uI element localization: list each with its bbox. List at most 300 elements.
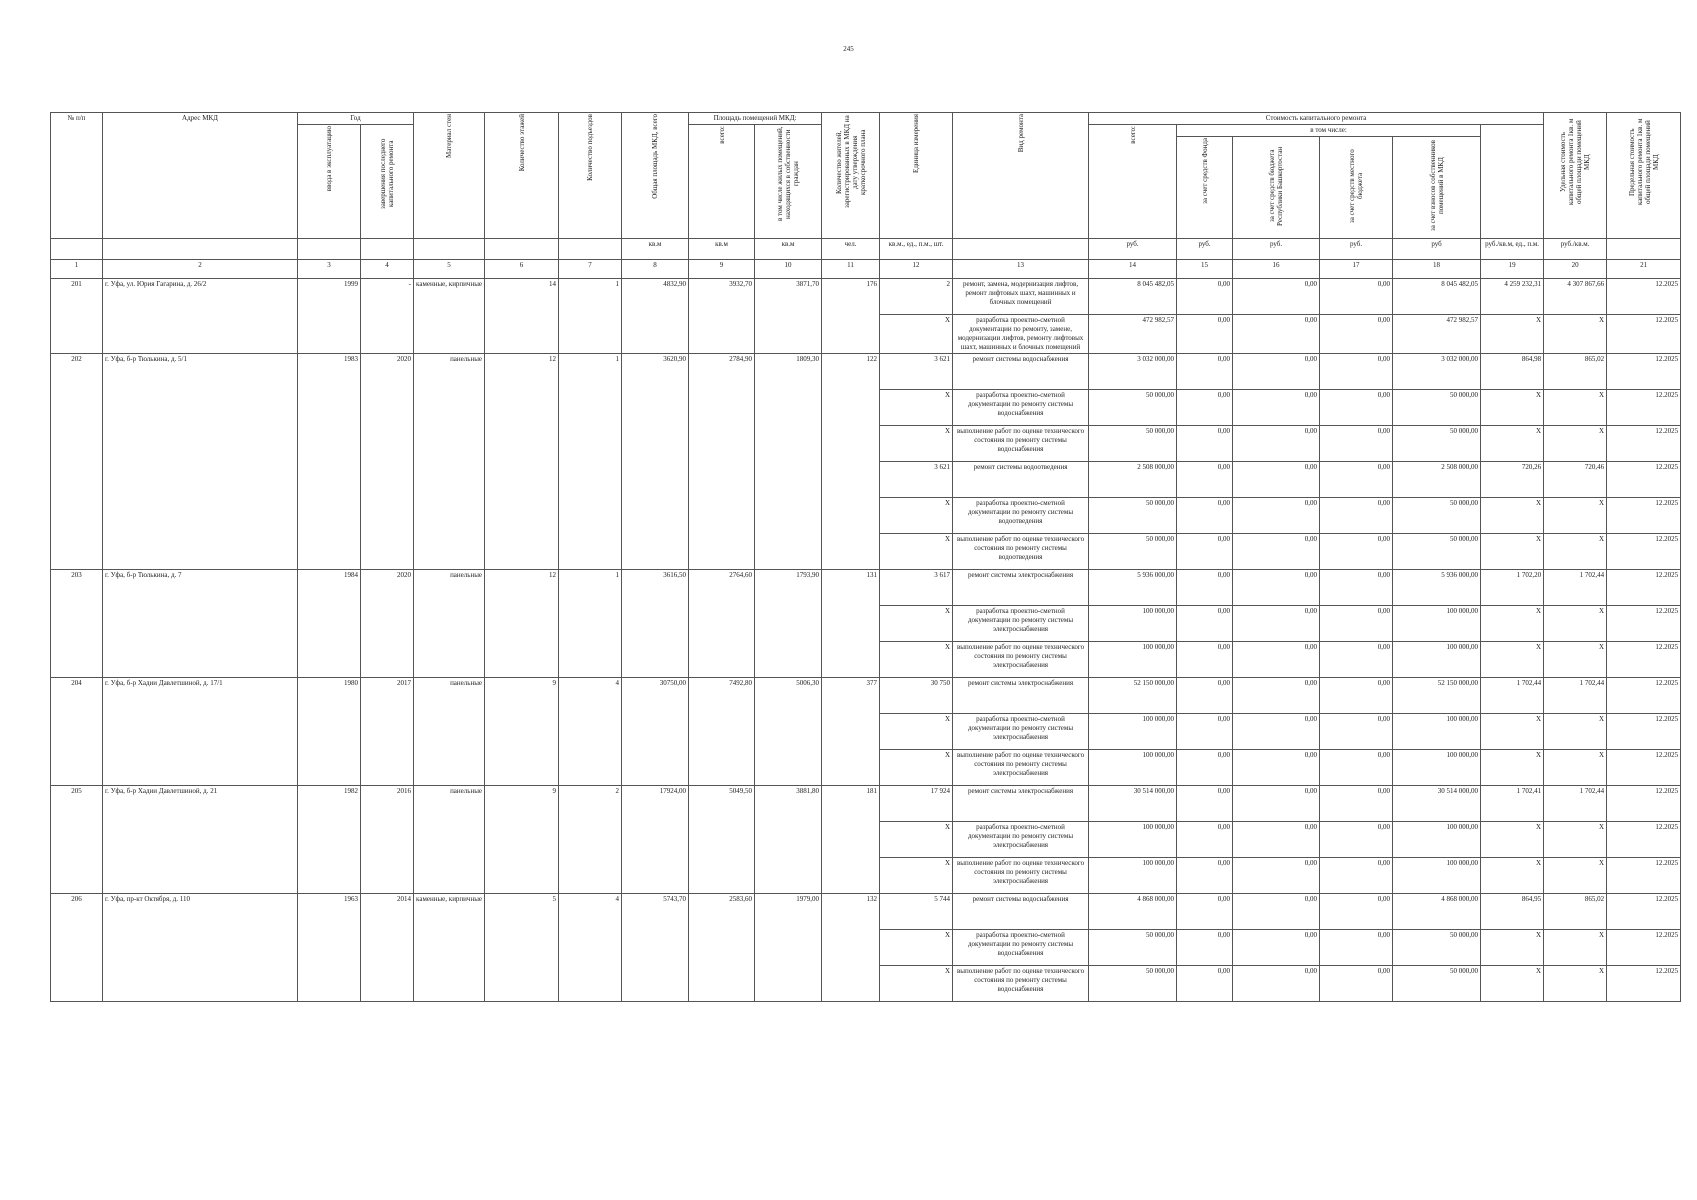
unit-cost-owners: руб (1393, 239, 1481, 260)
floors-count: 12 (485, 354, 559, 570)
residents-count: 131 (822, 570, 880, 678)
cost-republic: 0,00 (1233, 750, 1320, 786)
max-cost: 4 307 867,66 (1544, 279, 1607, 315)
cost-total: 50 000,00 (1089, 966, 1177, 1002)
colnum: 3 (298, 260, 361, 279)
planned-date: 12.2025 (1607, 642, 1681, 678)
cost-fund: 0,00 (1177, 606, 1233, 642)
unit-max: руб./кв.м. (1544, 239, 1607, 260)
total-area: 4832,90 (622, 279, 689, 354)
colnum: 16 (1233, 260, 1320, 279)
cost-total: 472 982,57 (1089, 315, 1177, 354)
total-area: 5743,70 (622, 894, 689, 1002)
max-cost: X (1544, 426, 1607, 462)
cost-fund: 0,00 (1177, 786, 1233, 822)
table-row (51, 570, 1681, 606)
cost-republic: 0,00 (1233, 678, 1320, 714)
unit-residential: кв.м (755, 239, 822, 260)
colnum: 6 (485, 260, 559, 279)
max-cost: X (1544, 966, 1607, 1002)
cost-owners: 100 000,00 (1393, 822, 1481, 858)
hdr-cost-owners: за счет взносов собственников помещений в МКД (1393, 137, 1481, 239)
year-last-repair: 2020 (361, 570, 414, 678)
hdr-max-cost: Предельная стоимость капитального ремонта 1кв. м общей площади помещений МКД (1607, 113, 1681, 239)
planned-date: 12.2025 (1607, 786, 1681, 822)
work-unit: X (880, 714, 953, 750)
specific-cost: X (1481, 714, 1544, 750)
planned-date: 12.2025 (1607, 534, 1681, 570)
planned-date: 12.2025 (1607, 966, 1681, 1002)
unit-area: кв.м (622, 239, 689, 260)
cost-republic: 0,00 (1233, 714, 1320, 750)
building-address: г. Уфа, ул. Юрия Гагарина, д. 26/2 (103, 279, 298, 354)
cost-republic: 0,00 (1233, 930, 1320, 966)
floors-count: 14 (485, 279, 559, 354)
year-commission: 1984 (298, 570, 361, 678)
specific-cost: 864,98 (1481, 354, 1544, 390)
residents-count: 132 (822, 894, 880, 1002)
cost-local: 0,00 (1320, 858, 1393, 894)
cost-owners: 100 000,00 (1393, 714, 1481, 750)
cost-local: 0,00 (1320, 498, 1393, 534)
work-unit: 5 744 (880, 894, 953, 930)
specific-cost: 864,95 (1481, 894, 1544, 930)
unit-cost-republic: руб. (1233, 239, 1320, 260)
premises-area: 2764,60 (689, 570, 755, 678)
residential-area: 1809,30 (755, 354, 822, 570)
hdr-work-type: Вид ремонта (953, 113, 1089, 239)
planned-date: 12.2025 (1607, 354, 1681, 390)
hdr-year-last-repair: завершения последнего капитального ремонта (361, 125, 414, 239)
planned-date: 12.2025 (1607, 315, 1681, 354)
floors-count: 9 (485, 678, 559, 786)
year-last-repair: 2017 (361, 678, 414, 786)
cost-total: 100 000,00 (1089, 750, 1177, 786)
planned-date: 12.2025 (1607, 462, 1681, 498)
floors-count: 9 (485, 786, 559, 894)
residential-area: 3871,70 (755, 279, 822, 354)
work-type: разработка проектно-сметной документации по ремонту системы водоснабжения (953, 390, 1089, 426)
floors-count: 12 (485, 570, 559, 678)
cost-local: 0,00 (1320, 786, 1393, 822)
work-unit: X (880, 966, 953, 1002)
building-address: г. Уфа, б-р Хадии Давлетшиной, д. 17/1 (103, 678, 298, 786)
cost-total: 100 000,00 (1089, 858, 1177, 894)
entrances-count: 4 (559, 894, 622, 1002)
work-unit: X (880, 822, 953, 858)
wall-material: панельные (414, 354, 485, 570)
colnum: 2 (103, 260, 298, 279)
work-type: ремонт системы электроснабжения (953, 678, 1089, 714)
cost-owners: 5 936 000,00 (1393, 570, 1481, 606)
cost-total: 50 000,00 (1089, 930, 1177, 966)
cost-local: 0,00 (1320, 642, 1393, 678)
cost-republic: 0,00 (1233, 642, 1320, 678)
cost-republic: 0,00 (1233, 390, 1320, 426)
cost-total: 2 508 000,00 (1089, 462, 1177, 498)
hdr-address: Адрес МКД (103, 113, 298, 239)
cost-total: 100 000,00 (1089, 642, 1177, 678)
work-unit: 30 750 (880, 678, 953, 714)
cost-total: 52 150 000,00 (1089, 678, 1177, 714)
cost-fund: 0,00 (1177, 714, 1233, 750)
unit-cost-fund: руб. (1177, 239, 1233, 260)
hdr-cost-total: всего: (1089, 125, 1177, 239)
planned-date: 12.2025 (1607, 279, 1681, 315)
cost-fund: 0,00 (1177, 570, 1233, 606)
unit-residents: чел. (822, 239, 880, 260)
plan-grid (50, 112, 1681, 1002)
colnum: 8 (622, 260, 689, 279)
cost-owners: 4 868 000,00 (1393, 894, 1481, 930)
work-type: разработка проектно-сметной документации по ремонту системы водоснабжения (953, 930, 1089, 966)
colnum: 11 (822, 260, 880, 279)
wall-material: панельные (414, 786, 485, 894)
cost-local: 0,00 (1320, 714, 1393, 750)
work-type: выполнение работ по оценке технического состояния по ремонту системы электроснабжения (953, 750, 1089, 786)
hdr-floors: Количество этажей (485, 113, 559, 239)
cost-republic: 0,00 (1233, 498, 1320, 534)
cost-owners: 8 045 482,05 (1393, 279, 1481, 315)
work-unit: X (880, 858, 953, 894)
cost-fund: 0,00 (1177, 498, 1233, 534)
work-type: выполнение работ по оценке технического состояния по ремонту системы водоснабжения (953, 426, 1089, 462)
specific-cost: 1 702,20 (1481, 570, 1544, 606)
building-address: г. Уфа, б-р Тюлькина, д. 5/1 (103, 354, 298, 570)
wall-material: каменные, кирпичные (414, 894, 485, 1002)
max-cost: 720,46 (1544, 462, 1607, 498)
hdr-unit: Единица измерения (880, 113, 953, 239)
cost-republic: 0,00 (1233, 315, 1320, 354)
residential-area: 1793,90 (755, 570, 822, 678)
cost-local: 0,00 (1320, 894, 1393, 930)
specific-cost: X (1481, 858, 1544, 894)
hdr-cost-group: Стоимость капитального ремонта (1089, 113, 1544, 125)
total-area: 3620,90 (622, 354, 689, 570)
cost-owners: 50 000,00 (1393, 534, 1481, 570)
year-commission: 1982 (298, 786, 361, 894)
cost-republic: 0,00 (1233, 606, 1320, 642)
work-type: ремонт системы водоотведения (953, 462, 1089, 498)
cost-republic: 0,00 (1233, 426, 1320, 462)
colnum: 14 (1089, 260, 1177, 279)
year-commission: 1980 (298, 678, 361, 786)
cost-total: 8 045 482,05 (1089, 279, 1177, 315)
work-type: выполнение работ по оценке технического состояния по ремонту системы электроснабжения (953, 858, 1089, 894)
cost-fund: 0,00 (1177, 930, 1233, 966)
year-last-repair: 2016 (361, 786, 414, 894)
cost-owners: 50 000,00 (1393, 390, 1481, 426)
max-cost: X (1544, 606, 1607, 642)
cost-total: 100 000,00 (1089, 714, 1177, 750)
max-cost: X (1544, 642, 1607, 678)
cost-total: 50 000,00 (1089, 498, 1177, 534)
unit-measure: кв.м., ед., п.м., шт. (880, 239, 953, 260)
cost-fund: 0,00 (1177, 858, 1233, 894)
premises-area: 7492,80 (689, 678, 755, 786)
cost-republic: 0,00 (1233, 966, 1320, 1002)
cost-owners: 50 000,00 (1393, 966, 1481, 1002)
residential-area: 5006,30 (755, 678, 822, 786)
hdr-residents: Количество жителей, зарегистрированных в МКД на дату утверждения краткосрочного плана (822, 113, 880, 239)
max-cost: X (1544, 930, 1607, 966)
max-cost: X (1544, 750, 1607, 786)
hdr-material: Материал стен (414, 113, 485, 239)
colnum: 13 (953, 260, 1089, 279)
unit-cost-local: руб. (1320, 239, 1393, 260)
work-unit: X (880, 534, 953, 570)
premises-area: 2583,60 (689, 894, 755, 1002)
colnum: 4 (361, 260, 414, 279)
hdr-specific-cost: Удельная стоимость капитального ремонта 1кв. м общей площади помещений МКД (1544, 113, 1607, 239)
cost-fund: 0,00 (1177, 390, 1233, 426)
residents-count: 377 (822, 678, 880, 786)
specific-cost: 1 702,41 (1481, 786, 1544, 822)
work-unit: X (880, 426, 953, 462)
total-area: 17924,00 (622, 786, 689, 894)
building-number: 203 (51, 570, 103, 678)
building-number: 205 (51, 786, 103, 894)
total-area: 3616,50 (622, 570, 689, 678)
planned-date: 12.2025 (1607, 426, 1681, 462)
hdr-including: в том числе: (1177, 125, 1481, 137)
year-last-repair: 2014 (361, 894, 414, 1002)
specific-cost: X (1481, 750, 1544, 786)
specific-cost: 720,26 (1481, 462, 1544, 498)
table-row (51, 894, 1681, 930)
building-number: 206 (51, 894, 103, 1002)
colnum: 20 (1544, 260, 1607, 279)
hdr-year-commission: ввода в эксплуатацию (298, 125, 361, 239)
cost-fund: 0,00 (1177, 462, 1233, 498)
max-cost: X (1544, 822, 1607, 858)
work-type: разработка проектно-сметной документации по ремонту, замене, модернизации лифтов, ремонту лифтовых шахт, машинных и блочных помещений (953, 315, 1089, 354)
table-row (51, 279, 1681, 315)
wall-material: панельные (414, 570, 485, 678)
planned-date: 12.2025 (1607, 570, 1681, 606)
cost-local: 0,00 (1320, 534, 1393, 570)
max-cost: 1 702,44 (1544, 570, 1607, 606)
entrances-count: 1 (559, 354, 622, 570)
year-commission: 1999 (298, 279, 361, 354)
table-row (51, 354, 1681, 390)
premises-area: 2784,90 (689, 354, 755, 570)
work-type: ремонт системы электроснабжения (953, 570, 1089, 606)
colnum: 21 (1607, 260, 1681, 279)
unit-specific: руб./кв.м, ед., п.м. (1481, 239, 1544, 260)
specific-cost: 1 702,44 (1481, 678, 1544, 714)
colnum: 9 (689, 260, 755, 279)
planned-date: 12.2025 (1607, 678, 1681, 714)
cost-local: 0,00 (1320, 570, 1393, 606)
max-cost: 865,02 (1544, 894, 1607, 930)
residents-count: 181 (822, 786, 880, 894)
cost-owners: 30 514 000,00 (1393, 786, 1481, 822)
residential-area: 3881,80 (755, 786, 822, 894)
cost-fund: 0,00 (1177, 354, 1233, 390)
colnum: 7 (559, 260, 622, 279)
entrances-count: 2 (559, 786, 622, 894)
hdr-year-group: Год (298, 113, 414, 125)
cost-fund: 0,00 (1177, 315, 1233, 354)
unit-cost-total: руб. (1089, 239, 1177, 260)
table-body (51, 279, 1681, 1002)
work-unit: X (880, 642, 953, 678)
cost-republic: 0,00 (1233, 462, 1320, 498)
cost-local: 0,00 (1320, 462, 1393, 498)
cost-fund: 0,00 (1177, 894, 1233, 930)
cost-local: 0,00 (1320, 354, 1393, 390)
cost-owners: 100 000,00 (1393, 606, 1481, 642)
cost-fund: 0,00 (1177, 642, 1233, 678)
planned-date: 12.2025 (1607, 894, 1681, 930)
hdr-premises-group: Площадь помещений МКД: (689, 113, 822, 125)
specific-cost: X (1481, 966, 1544, 1002)
work-type: разработка проектно-сметной документации по ремонту системы электроснабжения (953, 822, 1089, 858)
planned-date: 12.2025 (1607, 606, 1681, 642)
table-row (51, 678, 1681, 714)
hdr-premises-residential: в том числе жилых помещений, находящихся в собственности граждан (755, 125, 822, 239)
cost-owners: 50 000,00 (1393, 426, 1481, 462)
max-cost: X (1544, 315, 1607, 354)
year-last-repair: - (361, 279, 414, 354)
cost-local: 0,00 (1320, 750, 1393, 786)
cost-total: 30 514 000,00 (1089, 786, 1177, 822)
year-commission: 1963 (298, 894, 361, 1002)
units-row (51, 239, 1681, 260)
planned-date: 12.2025 (1607, 822, 1681, 858)
cost-local: 0,00 (1320, 966, 1393, 1002)
floors-count: 5 (485, 894, 559, 1002)
hdr-entrances: Количество подъездов (559, 113, 622, 239)
max-cost: 1 702,44 (1544, 786, 1607, 822)
planned-date: 12.2025 (1607, 750, 1681, 786)
max-cost: 865,02 (1544, 354, 1607, 390)
cost-owners: 100 000,00 (1393, 858, 1481, 894)
cost-local: 0,00 (1320, 390, 1393, 426)
cost-total: 4 868 000,00 (1089, 894, 1177, 930)
cost-fund: 0,00 (1177, 750, 1233, 786)
specific-cost: 4 259 232,31 (1481, 279, 1544, 315)
premises-area: 3932,70 (689, 279, 755, 354)
cost-fund: 0,00 (1177, 822, 1233, 858)
colnum: 18 (1393, 260, 1481, 279)
column-numbers-row (51, 260, 1681, 279)
hdr-num: № п/п (51, 113, 103, 239)
work-unit: 3 621 (880, 462, 953, 498)
work-type: ремонт системы водоснабжения (953, 894, 1089, 930)
cost-republic: 0,00 (1233, 570, 1320, 606)
colnum: 17 (1320, 260, 1393, 279)
building-address: г. Уфа, б-р Тюлькина, д. 7 (103, 570, 298, 678)
work-type: разработка проектно-сметной документации по ремонту системы водоотведения (953, 498, 1089, 534)
hdr-cost-fund: за счет средств Фонда (1177, 137, 1233, 239)
page-number: 245 (843, 45, 854, 53)
work-type: выполнение работ по оценке технического состояния по ремонту системы водоснабжения (953, 966, 1089, 1002)
work-unit: X (880, 498, 953, 534)
cost-owners: 2 508 000,00 (1393, 462, 1481, 498)
cost-local: 0,00 (1320, 315, 1393, 354)
cost-owners: 52 150 000,00 (1393, 678, 1481, 714)
work-unit: 2 (880, 279, 953, 315)
residents-count: 122 (822, 354, 880, 570)
planned-date: 12.2025 (1607, 390, 1681, 426)
unit-premises: кв.м (689, 239, 755, 260)
cost-local: 0,00 (1320, 606, 1393, 642)
building-number: 204 (51, 678, 103, 786)
work-unit: 3 621 (880, 354, 953, 390)
premises-area: 5049,50 (689, 786, 755, 894)
cost-total: 100 000,00 (1089, 606, 1177, 642)
specific-cost: X (1481, 642, 1544, 678)
colnum: 19 (1481, 260, 1544, 279)
year-last-repair: 2020 (361, 354, 414, 570)
colnum: 10 (755, 260, 822, 279)
wall-material: панельные (414, 678, 485, 786)
building-number: 201 (51, 279, 103, 354)
cost-republic: 0,00 (1233, 822, 1320, 858)
cost-fund: 0,00 (1177, 534, 1233, 570)
hdr-total-area: Общая площадь МКД, всего (622, 113, 689, 239)
cost-local: 0,00 (1320, 930, 1393, 966)
cost-republic: 0,00 (1233, 894, 1320, 930)
cost-fund: 0,00 (1177, 966, 1233, 1002)
work-unit: X (880, 930, 953, 966)
cost-total: 50 000,00 (1089, 534, 1177, 570)
colnum: 15 (1177, 260, 1233, 279)
work-type: выполнение работ по оценке технического состояния по ремонту системы электроснабжения (953, 642, 1089, 678)
cost-owners: 472 982,57 (1393, 315, 1481, 354)
max-cost: X (1544, 498, 1607, 534)
work-unit: X (880, 315, 953, 354)
cost-owners: 3 032 000,00 (1393, 354, 1481, 390)
cost-total: 3 032 000,00 (1089, 354, 1177, 390)
cost-owners: 100 000,00 (1393, 750, 1481, 786)
specific-cost: X (1481, 822, 1544, 858)
work-unit: X (880, 390, 953, 426)
cost-republic: 0,00 (1233, 354, 1320, 390)
hdr-cost-republic: за счет средств бюджета Республики Башкортостан (1233, 137, 1320, 239)
specific-cost: X (1481, 606, 1544, 642)
work-type: ремонт, замена, модернизация лифтов, ремонт лифтовых шахт, машинных и блочных помещений (953, 279, 1089, 315)
planned-date: 12.2025 (1607, 714, 1681, 750)
building-number: 202 (51, 354, 103, 570)
work-type: разработка проектно-сметной документации по ремонту системы электроснабжения (953, 606, 1089, 642)
planned-date: 12.2025 (1607, 498, 1681, 534)
entrances-count: 1 (559, 570, 622, 678)
work-type: разработка проектно-сметной документации по ремонту системы электроснабжения (953, 714, 1089, 750)
specific-cost: X (1481, 930, 1544, 966)
cost-total: 50 000,00 (1089, 426, 1177, 462)
work-unit: 3 617 (880, 570, 953, 606)
hdr-cost-local: за счет средств местного бюджета (1320, 137, 1393, 239)
max-cost: X (1544, 534, 1607, 570)
work-unit: 17 924 (880, 786, 953, 822)
max-cost: X (1544, 390, 1607, 426)
cost-fund: 0,00 (1177, 678, 1233, 714)
specific-cost: X (1481, 498, 1544, 534)
cost-republic: 0,00 (1233, 279, 1320, 315)
year-commission: 1983 (298, 354, 361, 570)
wall-material: каменные, кирпичные (414, 279, 485, 354)
max-cost: X (1544, 714, 1607, 750)
work-type: ремонт системы электроснабжения (953, 786, 1089, 822)
planned-date: 12.2025 (1607, 858, 1681, 894)
cost-owners: 100 000,00 (1393, 642, 1481, 678)
specific-cost: X (1481, 390, 1544, 426)
cost-fund: 0,00 (1177, 426, 1233, 462)
cost-local: 0,00 (1320, 822, 1393, 858)
